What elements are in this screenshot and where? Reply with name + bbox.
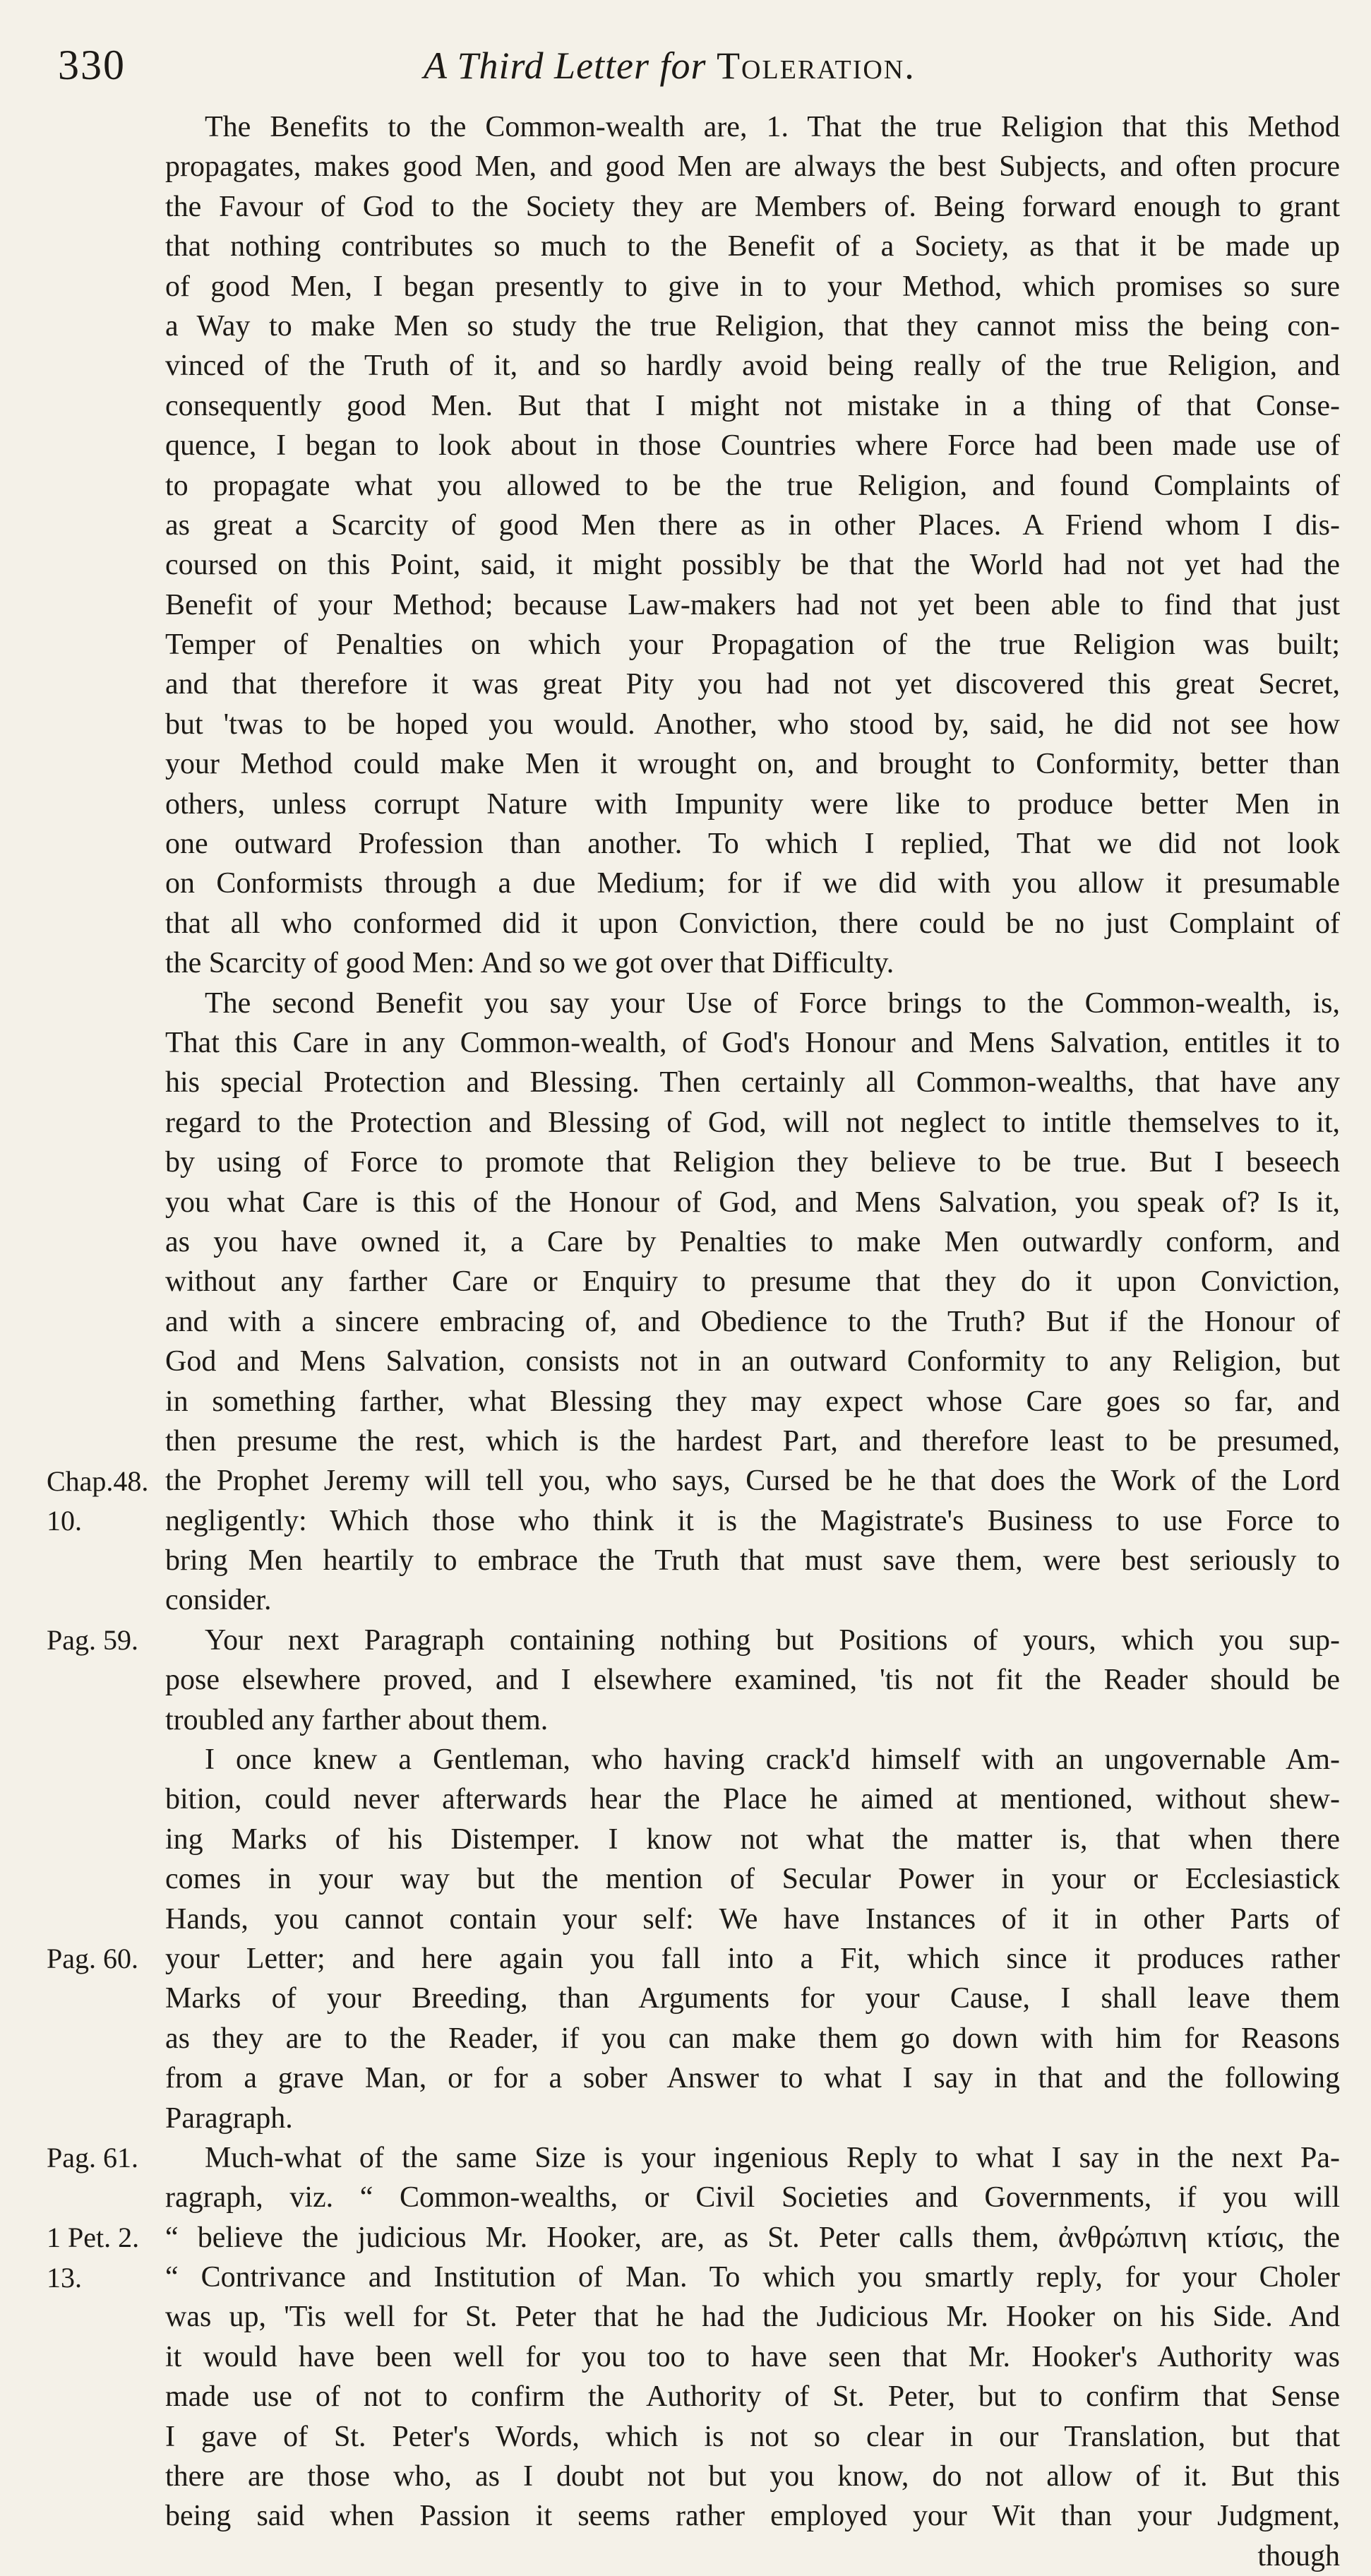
text-line: it would have been well for you too to have seen that Mr. Hooker's Authority was (165, 2340, 1340, 2373)
text-line: as great a Scarcity of good Men there as in other Places. A Friend whom I dis- (165, 508, 1340, 542)
text-line: ing Marks of his Distemper. I know not what the matter is, that when there (165, 1823, 1340, 1856)
running-head-title-smallcaps: Toleration. (717, 44, 916, 87)
page-number: 330 (58, 42, 126, 88)
text-line: the Prophet Jeremy will tell you, who says, Cursed be he that does the Work of the Lord (165, 1465, 1340, 1498)
running-head-title: A Third Letter for (424, 44, 707, 87)
text-line: bition, could never afterwards hear the Place he aimed at mentioned, without shew- (165, 1783, 1340, 1816)
text-line: quence, I began to look about in those Countries where Force had been made use of (165, 429, 1340, 463)
text-line: of good Men, I began presently to give in to your Method, which promises so sure (165, 270, 1340, 303)
text-line: and with a sincere embracing of, and Obedience to the Truth? But if the Honour of (165, 1305, 1340, 1338)
text-line: consider. (165, 1584, 272, 1617)
margin-note: Pag. 59. (47, 1624, 138, 1657)
margin-note: 13. (47, 2261, 82, 2294)
text-line: Marks of your Breeding, than Arguments for your Cause, I shall leave them (165, 1982, 1340, 2015)
text-line: Hands, you cannot contain your self: We have Instances of it in other Parts of (165, 1902, 1340, 1936)
text-line: his special Protection and Blessing. Then certainly all Common-wealths, that have any (165, 1066, 1340, 1099)
text-line: to propagate what you allowed to be the true Religion, and found Complaints of (165, 469, 1340, 502)
text-line: “ believe the judicious Mr. Hooker, are, as St. Peter calls them, ἀνθρώπινη κτίσις, the (165, 2221, 1340, 2254)
text-line: Temper of Penalties on which your Propagation of the true Religion was built; (165, 628, 1340, 662)
running-head (424, 44, 916, 88)
text-line: I gave of St. Peter's Words, which is not so clear in our Translation, but that (165, 2420, 1340, 2453)
text-line: Much-what of the same Size is your ingenious Reply to what I say in the next Pa- (205, 2141, 1340, 2174)
text-line: as they are to the Reader, if you can make them go down with him for Reasons (165, 2022, 1340, 2055)
text-line: the Favour of God to the Society they are Members of. Being forward enough to grant (165, 190, 1340, 223)
text-line: negligently: Which those who think it is the Magistrate's Business to use Force to (165, 1504, 1340, 1537)
text-line: being said when Passion it seems rather employed your Wit than your Judgment, (165, 2500, 1340, 2533)
text-line: without any farther Care or Enquiry to presume that they do it upon Conviction, (165, 1265, 1340, 1299)
text-line: The Benefits to the Common-wealth are, 1. That the true Religion that this Method (205, 111, 1340, 143)
text-line: “ Contrivance and Institution of Man. To which you smartly reply, for your Choler (165, 2261, 1340, 2294)
text-line: bring Men heartily to embrace the Truth that must save them, were best seriously to (165, 1544, 1340, 1578)
text-line: others, unless corrupt Nature with Impunity were like to produce better Men in (165, 787, 1340, 821)
text-line: consequently good Men. But that I might not mistake in a thing of that Conse- (165, 389, 1340, 422)
text-line: your Letter; and here again you fall into a Fit, which since it produces rather (165, 1942, 1340, 1975)
text-line: Your next Paragraph containing nothing but Positions of yours, which you sup- (205, 1623, 1340, 1657)
text-line: comes in your way but the mention of Secular Power in your or Ecclesiastick (165, 1863, 1340, 1896)
text-line: was up, 'Tis well for St. Peter that he had the Judicious Mr. Hooker on his Side. And (165, 2301, 1340, 2334)
text-line: the Scarcity of good Men: And so we got over that Difficulty. (165, 947, 894, 980)
text-line: vinced of the Truth of it, and so hardly avoid being really of the true Religion, and (165, 350, 1340, 383)
text-line: a Way to make Men so study the true Religion, that they cannot miss the being con- (165, 309, 1340, 342)
text-line: you what Care is this of the Honour of God, and Mens Salvation, you speak of? Is it, (165, 1186, 1340, 1219)
margin-note: Chap.48. (47, 1465, 149, 1497)
text-line: ragraph, viz. “ Common-wealths, or Civil Societies and Governments, if you will (165, 2181, 1340, 2214)
text-line: troubled any farther about them. (165, 1703, 549, 1736)
text-line: and that therefore it was great Pity you had not yet discovered this great Secret, (165, 668, 1340, 701)
text-line: regard to the Protection and Blessing of God, will not neglect to intitle themselves to it, (165, 1106, 1340, 1139)
text-line: God and Mens Salvation, consists not in an outward Conformity to any Religion, but (165, 1345, 1340, 1378)
text-line: coursed on this Point, said, it might possibly be that the World had not yet had the (165, 549, 1340, 582)
margin-note: 10. (47, 1505, 82, 1537)
text-line: in something farther, what Blessing they may expect whose Care goes so far, and (165, 1385, 1340, 1418)
text-line: propagates, makes good Men, and good Men are always the best Subjects, and often procure (165, 150, 1340, 184)
margin-note: Pag. 61. (47, 2142, 138, 2174)
text-line: there are those who, as I doubt not but you know, do not allow of it. But this (165, 2460, 1340, 2493)
margin-note: 1 Pet. 2. (47, 2222, 140, 2254)
text-line: Paragraph. (165, 2101, 293, 2135)
text-line: Benefit of your Method; because Law-makers had not yet been able to find that just (165, 588, 1340, 621)
text-line: your Method could make Men it wrought on, and brought to Conformity, better than (165, 748, 1340, 781)
text-line: on Conformists through a due Medium; for if we did with you allow it presumable (165, 867, 1340, 900)
text-line: that nothing contributes so much to the Benefit of a Society, as that it be made up (165, 230, 1340, 263)
text-line: from a grave Man, or for a sober Answer to what I say in that and the following (165, 2062, 1340, 2095)
body-text (165, 107, 1340, 2576)
text-line: I once knew a Gentleman, who having crack'd himself with an ungovernable Am- (205, 1743, 1340, 1777)
text-line: That this Care in any Common-wealth, of God's Honour and Mens Salvation, entitles it to (165, 1026, 1340, 1059)
text-line: that all who conformed did it upon Conviction, there could be no just Complaint of (165, 907, 1340, 940)
text-line: as you have owned it, a Care by Penalties to make Men outwardly conform, and (165, 1225, 1340, 1258)
text-line: but 'twas to be hoped you would. Another, who stood by, said, he did not see how (165, 708, 1340, 741)
text-line: then presume the rest, which is the hardest Part, and therefore least to be presumed, (165, 1424, 1340, 1457)
margin-note: Pag. 60. (47, 1943, 138, 1975)
text-line: made use of not to confirm the Authority of St. Peter, but to confirm that Sense (165, 2380, 1340, 2414)
text-line: though (1257, 2539, 1340, 2572)
text-line: pose elsewhere proved, and I elsewhere examined, 'tis not fit the Reader should be (165, 1664, 1340, 1697)
text-line: The second Benefit you say your Use of Force brings to the Common-wealth, is, (205, 986, 1340, 1020)
text-line: one outward Profession than another. To which I replied, That we did not look (165, 828, 1340, 861)
text-line: by using of Force to promote that Religion they believe to be true. But I beseech (165, 1146, 1340, 1179)
